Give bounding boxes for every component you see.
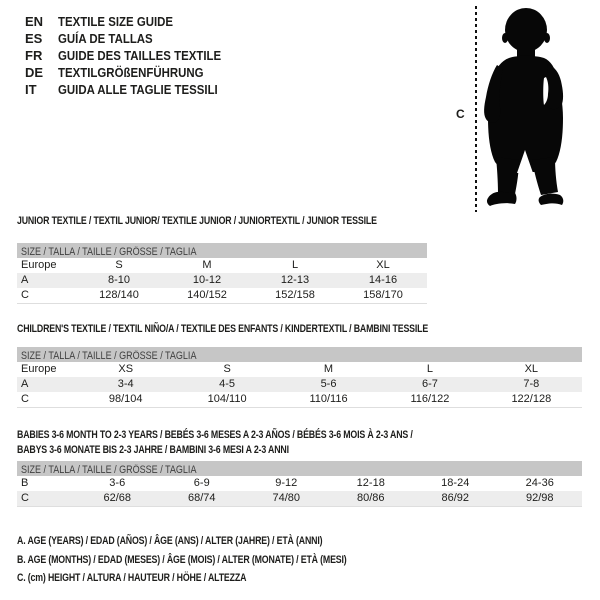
row-label: Europe — [21, 259, 57, 271]
table-cell: 14-16 — [368, 274, 398, 286]
table-cell: 98/104 — [108, 393, 143, 405]
guide-title: TEXTILGRÖßENFÜHRUNG — [58, 65, 204, 80]
table-cell: XL — [376, 259, 390, 271]
table-cell: 3-4 — [117, 378, 134, 390]
table-cell: 4-5 — [219, 378, 236, 390]
table-cell: XL — [524, 363, 539, 375]
legend-line: B. AGE (MONTHS) / EDAD (MESES) / ÂGE (MOIS) / ALTER (MONATE) / ETÀ (MESI) — [17, 553, 347, 566]
table-cell: 110/116 — [309, 393, 348, 405]
table-cell: 122/128 — [511, 393, 552, 405]
language-row — [25, 30, 243, 47]
language-row — [25, 47, 243, 64]
language-code: IT — [25, 82, 37, 97]
table-cell: 24-36 — [525, 477, 554, 489]
table-cell: 86/92 — [441, 492, 470, 504]
children-size-table — [17, 347, 582, 408]
table-cell: 62/68 — [103, 492, 132, 504]
baby-silhouette-icon — [483, 7, 569, 209]
table-row — [17, 362, 582, 377]
size-header-text: SIZE / TALLA / TAILLE / GRÖSSE / TAGLIA — [21, 464, 197, 476]
table-cell: XS — [118, 363, 134, 375]
table-row — [17, 491, 582, 506]
language-code: FR — [25, 48, 43, 63]
table-cell: 92/98 — [525, 492, 554, 504]
row-values — [75, 288, 427, 303]
table-row — [17, 273, 427, 288]
row-values — [75, 377, 582, 392]
junior-size-table — [17, 243, 427, 304]
table-cell: S — [115, 259, 123, 271]
language-code: EN — [25, 14, 44, 29]
language-code: DE — [25, 65, 44, 80]
height-dashed-line — [474, 6, 478, 212]
size-header-text: SIZE / TALLA / TAILLE / GRÖSSE / TAGLIA — [21, 350, 197, 362]
table-body — [17, 476, 582, 507]
table-cell: S — [223, 363, 231, 375]
row-label: Europe — [21, 363, 57, 375]
table-cell: 152/158 — [275, 289, 315, 301]
measure-legend — [17, 535, 429, 591]
row-values — [75, 491, 582, 506]
table-body — [17, 362, 582, 408]
row-label: A — [21, 274, 29, 286]
language-row — [25, 81, 243, 98]
size-header-bar — [17, 347, 582, 362]
legend-line: A. AGE (YEARS) / EDAD (AÑOS) / ÂGE (ANS) / ALTER (JAHRE) / ETÀ (ANNI) — [17, 535, 323, 547]
table-cell: L — [291, 259, 299, 271]
guide-title: GUÍA DE TALLAS — [58, 31, 153, 46]
row-label: A — [21, 378, 29, 390]
table-cell: 116/122 — [410, 393, 450, 405]
guide-title: GUIDA ALLE TAGLIE TESSILI — [58, 82, 218, 97]
table-body — [17, 258, 427, 304]
height-measure-label: C — [456, 107, 465, 121]
table-cell: M — [323, 363, 334, 375]
size-header-bar — [17, 461, 582, 476]
table-cell: 80/86 — [356, 492, 385, 504]
table-cell: 8-10 — [107, 274, 131, 286]
babies-size-table — [17, 461, 582, 507]
table-cell: 104/110 — [207, 393, 247, 405]
section-title-children: CHILDREN'S TEXTILE / TEXTIL NIÑO/A / TEXTILE DES ENFANTS / KINDERTEXTIL / BAMBINI TESSILE — [17, 323, 429, 335]
table-cell: 12-18 — [356, 477, 385, 489]
section-title-junior: JUNIOR TEXTILE / TEXTIL JUNIOR/ TEXTILE JUNIOR / JUNIORTEXTIL / JUNIOR TESSILE — [17, 215, 377, 227]
row-label: C — [21, 492, 29, 504]
table-cell: 6-9 — [193, 477, 210, 489]
language-code: ES — [25, 31, 43, 46]
table-row — [17, 288, 427, 303]
guide-title: GUIDE DES TAILLES TEXTILE — [58, 48, 222, 63]
table-cell: 140/152 — [187, 289, 227, 301]
row-values — [75, 273, 427, 288]
table-cell: 68/74 — [187, 492, 216, 504]
table-cell: 5-6 — [320, 378, 337, 390]
table-row — [17, 377, 582, 392]
table-row — [17, 258, 427, 273]
table-cell: 10-12 — [192, 274, 222, 286]
size-header-bar — [17, 243, 427, 258]
row-values — [75, 392, 582, 407]
row-label: B — [21, 477, 29, 489]
table-cell: 74/80 — [272, 492, 301, 504]
section-title-babies-line1: BABIES 3-6 MONTH TO 2-3 YEARS / BEBÉS 3-6 MESES A 2-3 AÑOS / BÉBÉS 3-6 MOIS À 2-3 ANS / — [17, 429, 413, 441]
table-cell: L — [426, 363, 433, 375]
table-row — [17, 392, 582, 407]
table-row — [17, 476, 582, 491]
legend-line: C. (cm) HEIGHT / ALTURA / HAUTEUR / HÖHE / ALTEZZA — [17, 572, 247, 584]
row-label: C — [21, 393, 29, 405]
language-row — [25, 13, 243, 30]
section-title-babies-line2: BABYS 3-6 MONATE BIS 2-3 JAHRE / BAMBINI 3-6 MESI A 2-3 ANNI — [17, 444, 289, 456]
table-cell: 6-7 — [421, 378, 438, 390]
table-cell: 128/140 — [99, 289, 139, 301]
table-cell: 3-6 — [109, 477, 126, 489]
row-values — [75, 258, 427, 273]
baby-height-figure — [448, 4, 588, 216]
row-values — [75, 362, 582, 377]
size-header-text: SIZE / TALLA / TAILLE / GRÖSSE / TAGLIA — [21, 246, 197, 258]
table-cell: M — [202, 259, 212, 271]
language-title-list — [25, 13, 243, 98]
table-cell: 12-13 — [280, 274, 310, 286]
row-values — [75, 476, 582, 491]
row-label: C — [21, 289, 29, 301]
table-cell: 7-8 — [523, 378, 540, 390]
guide-title: TEXTILE SIZE GUIDE — [58, 14, 174, 29]
table-cell: 9-12 — [275, 477, 298, 489]
language-row — [25, 64, 243, 81]
table-cell: 18-24 — [441, 477, 470, 489]
table-cell: 158/170 — [363, 289, 403, 301]
